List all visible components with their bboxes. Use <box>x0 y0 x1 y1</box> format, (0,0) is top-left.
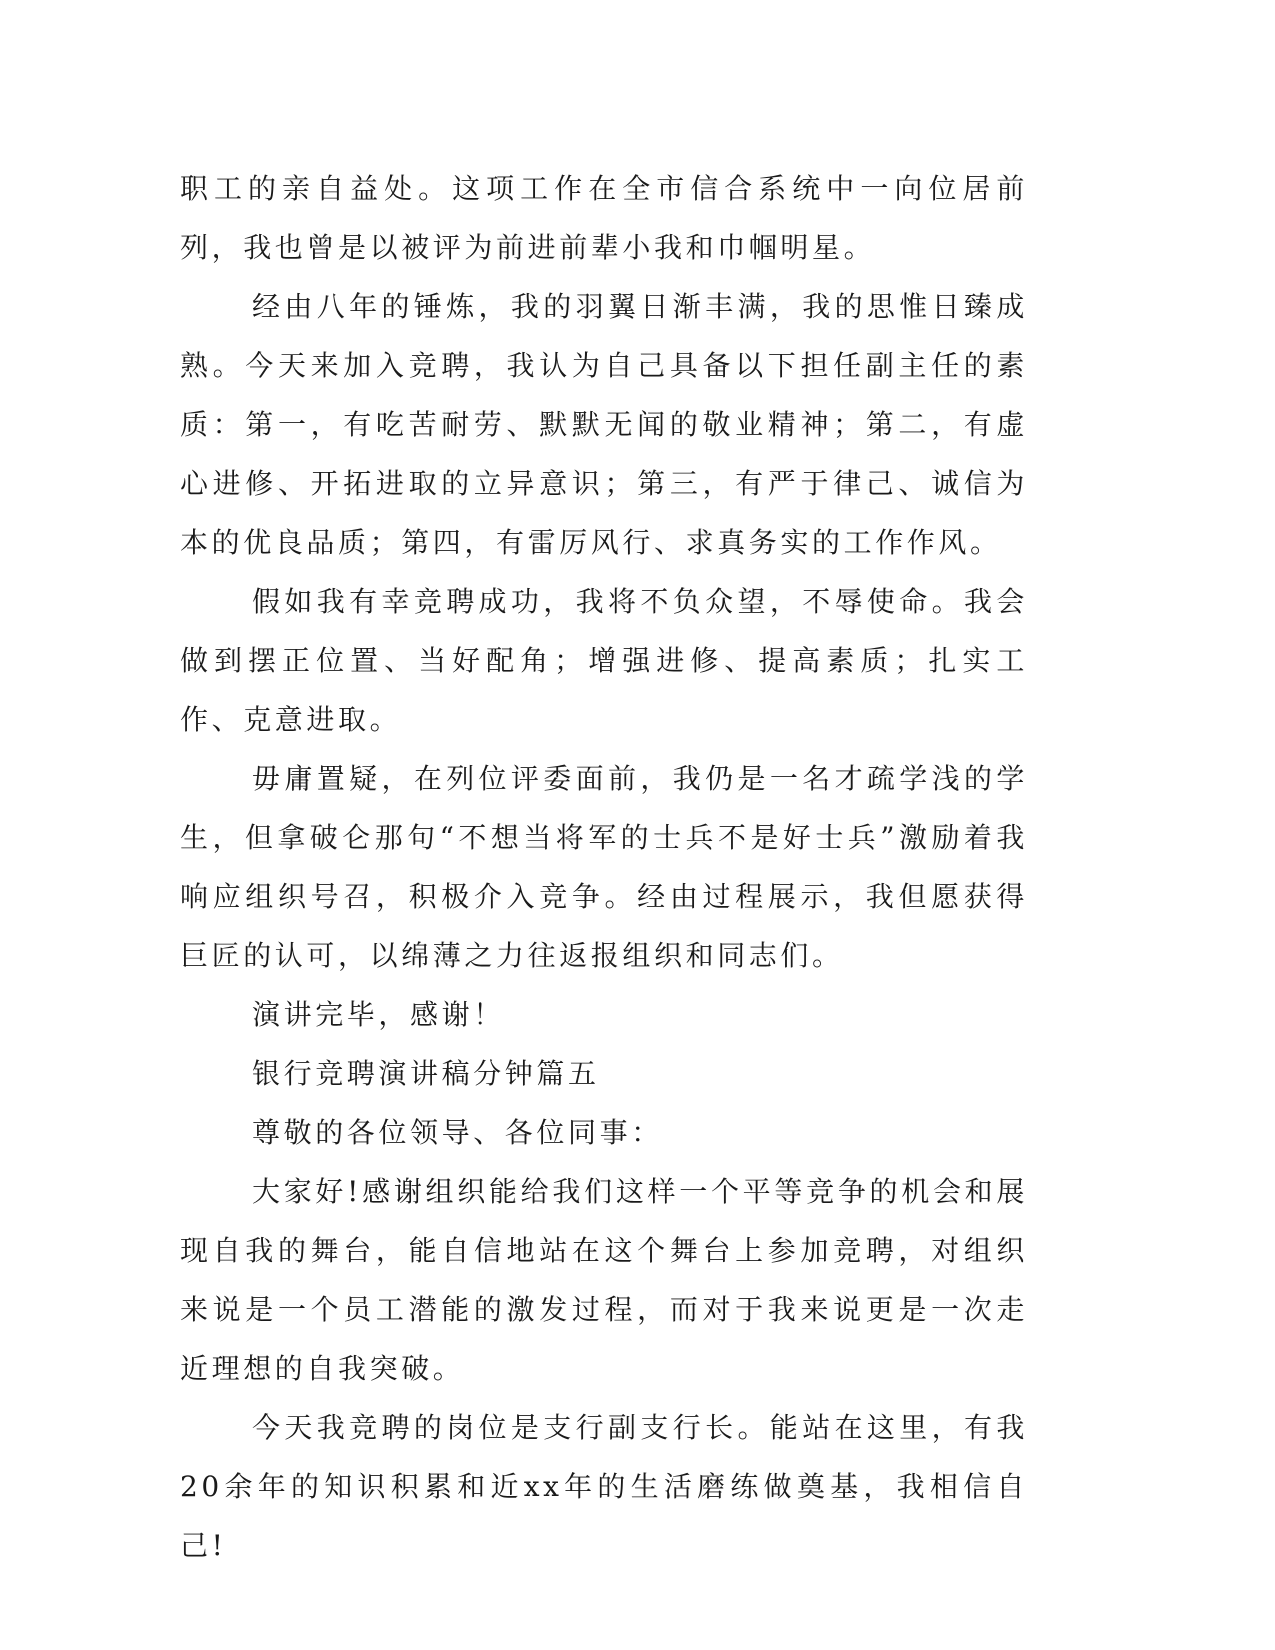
paragraph-commitment: 假如我有幸竞聘成功，我将不负众望，不辱使命。我会做到摆正位置、当好配角；增强进修、提高素质；扎实工作、克意进取。 <box>180 585 1028 736</box>
paragraph-ambition: 毋庸置疑，在列位评委面前，我仍是一名才疏学浅的学生，但拿破仑那句“不想当将军的士兵不是好士兵”激励着我响应组织号召，积极介入竞争。经由过程展示，我但愿获得巨匠的认可，以绵薄之力往返报组织和同志们。 <box>180 762 1028 972</box>
salutation: 尊敬的各位领导、各位同事： <box>252 1116 663 1149</box>
document-body <box>180 159 1028 1575</box>
paragraph-greeting: 大家好!感谢组织能给我们这样一个平等竞争的机会和展现自我的舞台，能自信地站在这个舞台上参加竞聘，对组织来说是一个员工潜能的激发过程，而对于我来说更是一次走近理想的自我突破。 <box>180 1175 1028 1385</box>
paragraph-qualities: 经由八年的锤炼，我的羽翼日渐丰满，我的思惟日臻成熟。今天来加入竞聘，我认为自己具备以下担任副主任的素质：第一，有吃苦耐劳、默默无闻的敬业精神；第二，有虚心进修、开拓进取的立异意识；第三，有严于律己、诚信为本的优良品质；第四，有雷厉风行、求真务实的工作作风。 <box>180 290 1028 559</box>
paragraph-position: 今天我竞聘的岗位是支行副支行长。能站在这里，有我20余年的知识积累和近xx年的生活磨练做奠基，我相信自己! <box>180 1411 1028 1562</box>
section-heading: 银行竞聘演讲稿分钟篇五 <box>252 1057 600 1090</box>
paragraph-closing: 演讲完毕，感谢！ <box>252 998 505 1031</box>
paragraph-continuation: 职工的亲自益处。这项工作在全市信合系统中一向位居前列，我也曾是以被评为前进前辈小我和巾帼明星。 <box>180 172 1028 264</box>
